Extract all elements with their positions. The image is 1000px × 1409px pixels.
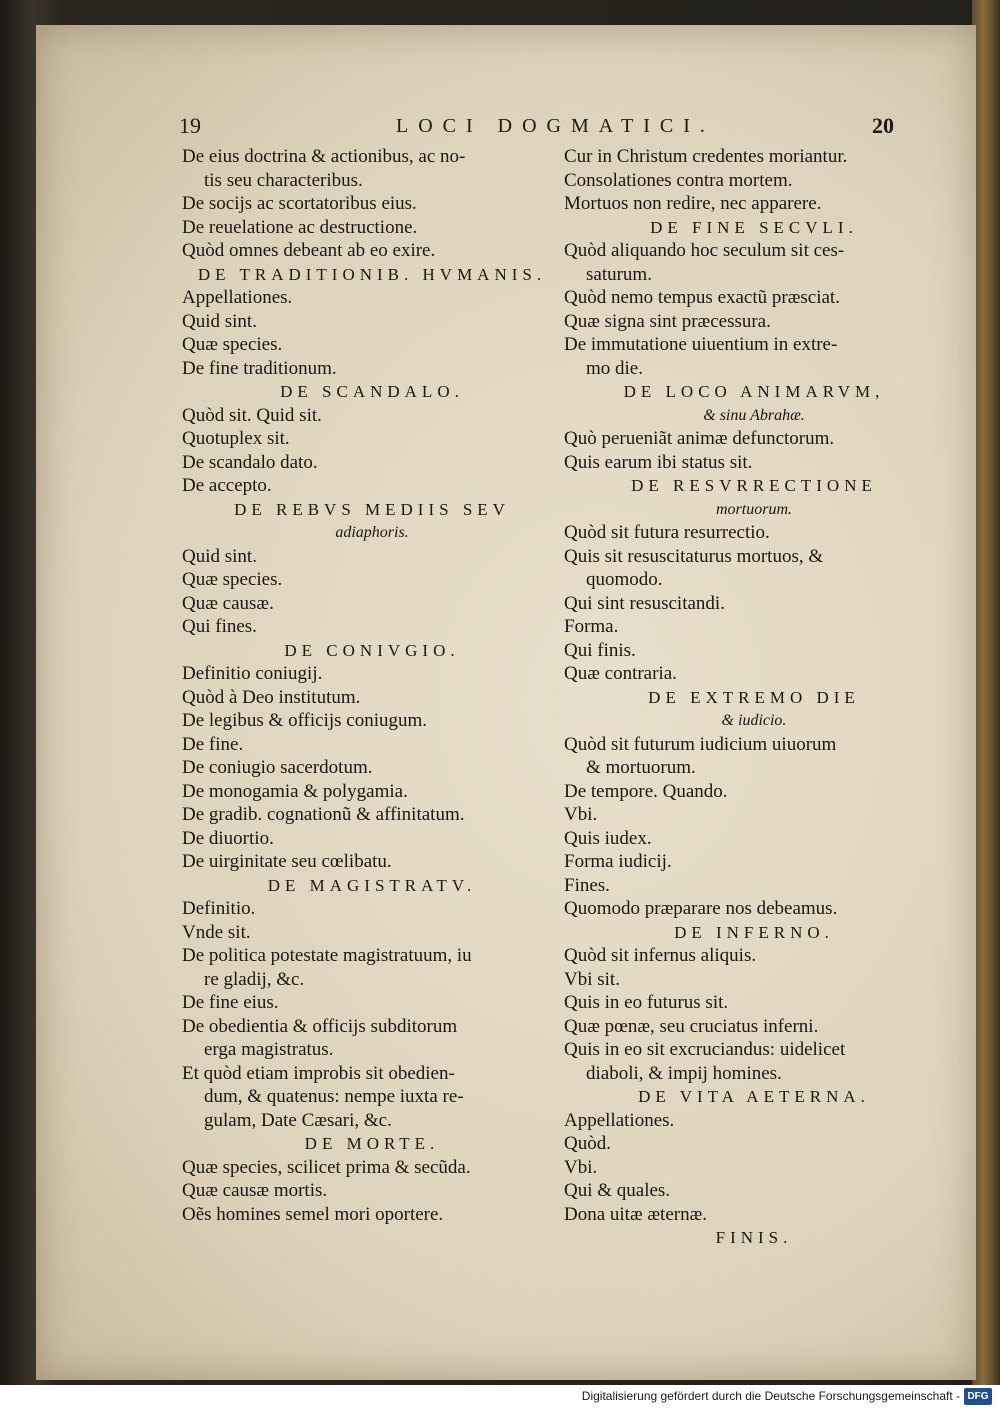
index-entry: De uirginitate seu cœlibatu. <box>182 851 392 872</box>
index-entry: Qui sint resuscitandi. <box>564 592 725 614</box>
index-entry: Quid sint. <box>182 310 257 332</box>
index-entry: Quòd aliquando hoc seculum sit ces- <box>564 240 845 261</box>
section-heading: DE REBVS MEDIIS SEV <box>234 499 510 519</box>
index-entry: De monogamia & polygamia. <box>182 780 408 802</box>
index-entry: Quæ contraria. <box>564 663 677 684</box>
index-entry: Definitio coniugij. <box>182 663 323 684</box>
index-entry: Definitio. <box>182 898 256 919</box>
index-entry: De diuortio. <box>182 827 274 849</box>
index-entry: Qui finis. <box>564 639 636 661</box>
index-entry: tis seu characteribus. <box>204 169 363 191</box>
index-entry: De fine traditionum. <box>182 357 337 379</box>
index-entry: Quæ signa sint præcessura. <box>564 310 771 332</box>
index-entry: De legibus & officijs coniugum. <box>182 710 428 731</box>
index-entry: Quòd sit. Quid sit. <box>182 404 322 426</box>
index-entry: Fines. <box>564 874 610 896</box>
index-entry: Consolationes contra mortem. <box>564 169 793 191</box>
book-spine <box>972 0 1000 1385</box>
index-entry: Quotuplex sit. <box>182 428 290 449</box>
footer-credit: Digitalisierung gefördert durch die Deutsche Forschungsgemeinschaft - <box>581 1389 960 1403</box>
running-head <box>36 113 976 143</box>
running-head-title: LOCI DOGMATICI. <box>396 115 715 137</box>
section-subheading: & iudicio. <box>721 712 787 729</box>
section-heading: DE INFERNO. <box>674 922 834 942</box>
index-entry: Quæ species, scilicet prima & secũda. <box>182 1156 471 1178</box>
index-entry: De politica potestate magistratuum, iu <box>182 945 472 966</box>
index-entry: Cur in Christum credentes moriantur. <box>564 146 848 167</box>
left-page-number: 19 <box>179 113 201 138</box>
right-page-number: 20 <box>872 113 894 138</box>
index-entry: Quid sint. <box>182 545 257 567</box>
index-entry: Forma. <box>564 616 619 637</box>
index-entry: Quæ causæ. <box>182 592 274 614</box>
index-entry: diaboli, & impij homines. <box>586 1062 782 1084</box>
dfg-logo-icon: DFG <box>964 1388 992 1405</box>
index-entry: Quis earum ibi status sit. <box>564 451 753 473</box>
index-entry: Appellationes. <box>564 1109 675 1131</box>
index-entry: mo die. <box>586 357 643 379</box>
index-entry: Forma iudicij. <box>564 851 672 872</box>
index-entry: De socijs ac scortatoribus eius. <box>182 193 417 214</box>
index-entry: Quis sit resuscitaturus mortuos, & <box>564 545 824 567</box>
index-entry: De scandalo dato. <box>182 451 318 473</box>
index-entry: & mortuorum. <box>586 757 696 778</box>
index-entry: Quæ species. <box>182 334 283 355</box>
index-entry: erga magistratus. <box>204 1039 334 1060</box>
digitization-footer <box>0 1385 1000 1409</box>
index-entry: Quòd sit infernus aliquis. <box>564 945 757 966</box>
index-entry: De fine. <box>182 733 244 755</box>
index-entry: Vbi. <box>564 804 598 825</box>
index-entry: Oẽs homines semel mori oportere. <box>182 1203 444 1225</box>
section-heading: DE VITA AETERNA. <box>638 1087 870 1106</box>
section-heading: FINIS. <box>715 1228 793 1247</box>
section-heading: DE FINE SECVLI. <box>650 217 858 237</box>
index-entry: Qui & quales. <box>564 1180 671 1201</box>
section-subheading: adiaphoris. <box>335 524 409 541</box>
index-entry: Quòd à Deo institutum. <box>182 686 361 708</box>
index-entry: re gladij, &c. <box>204 968 305 990</box>
index-entry: Et quòd etiam improbis sit obedien- <box>182 1062 455 1084</box>
index-entry: Mortuos non redire, nec apparere. <box>564 193 822 214</box>
index-entry: De gradib. cognationũ & affinitatum. <box>182 804 465 825</box>
index-entry: Quæ causæ mortis. <box>182 1180 328 1201</box>
index-entry: De fine eius. <box>182 992 279 1013</box>
index-entry: De tempore. Quando. <box>564 780 728 802</box>
index-entry: Vbi. <box>564 1156 598 1178</box>
index-entry: Qui fines. <box>182 616 257 637</box>
index-entry: Quòd sit futura resurrectio. <box>564 522 770 543</box>
index-entry: Quò perueniãt animæ defunctorum. <box>564 428 835 449</box>
index-entry: Quòd sit futurum iudicium uiuorum <box>564 733 837 755</box>
book-page <box>36 25 976 1380</box>
index-entry: Quis iudex. <box>564 827 652 849</box>
index-entry: De accepto. <box>182 475 272 496</box>
section-heading: DE CONIVGIO. <box>284 640 460 660</box>
section-heading: DE LOCO ANIMARVM, <box>623 382 885 401</box>
index-entry: Dona uitæ æternæ. <box>564 1203 708 1225</box>
index-entry: Appellationes. <box>182 287 293 308</box>
index-entry: Quòd nemo tempus exactũ præsciat. <box>564 287 840 308</box>
section-heading: DE MAGISTRATV. <box>267 875 477 895</box>
index-entry: Quomodo præparare nos debeamus. <box>564 898 838 919</box>
index-entry: Vbi sit. <box>564 968 620 990</box>
index-entry: Vnde sit. <box>182 921 251 943</box>
index-entry: De coniugio sacerdotum. <box>182 757 373 778</box>
section-heading: DE MORTE. <box>304 1134 440 1153</box>
index-entry: Quòd. <box>564 1133 611 1154</box>
section-subheading: & sinu Abrahæ. <box>703 406 805 424</box>
index-entry: Quis in eo futurus sit. <box>564 992 729 1013</box>
right-text-column <box>564 145 944 1250</box>
index-entry: gulam, Date Cæsari, &c. <box>204 1109 392 1131</box>
left-text-column <box>182 145 562 1226</box>
index-entry: Quæ species. <box>182 569 283 590</box>
index-entry: De obedientia & officijs subditorum <box>182 1015 458 1037</box>
index-entry: dum, & quatenus: nempe iuxta re- <box>204 1086 464 1107</box>
section-heading: DE EXTREMO DIE <box>648 687 860 707</box>
index-entry: Quæ pœnæ, seu cruciatus inferni. <box>564 1015 819 1037</box>
index-entry: quomodo. <box>586 569 663 590</box>
section-heading: DE RESVRRECTIONE <box>631 476 877 495</box>
index-entry: De immutatione uiuentium in extre- <box>564 334 838 355</box>
index-entry: Quis in eo sit excruciandus: uidelicet <box>564 1039 846 1060</box>
section-heading: DE TRADITIONIB. HVMANIS. <box>197 264 547 284</box>
index-entry: De eius doctrina & actionibus, ac no- <box>182 146 466 167</box>
index-entry: Quòd omnes debeant ab eo exire. <box>182 240 436 261</box>
section-heading: DE SCANDALO. <box>280 382 464 401</box>
index-entry: De reuelatione ac destructione. <box>182 216 418 238</box>
index-entry: saturum. <box>586 263 652 285</box>
section-subheading: mortuorum. <box>715 500 792 518</box>
